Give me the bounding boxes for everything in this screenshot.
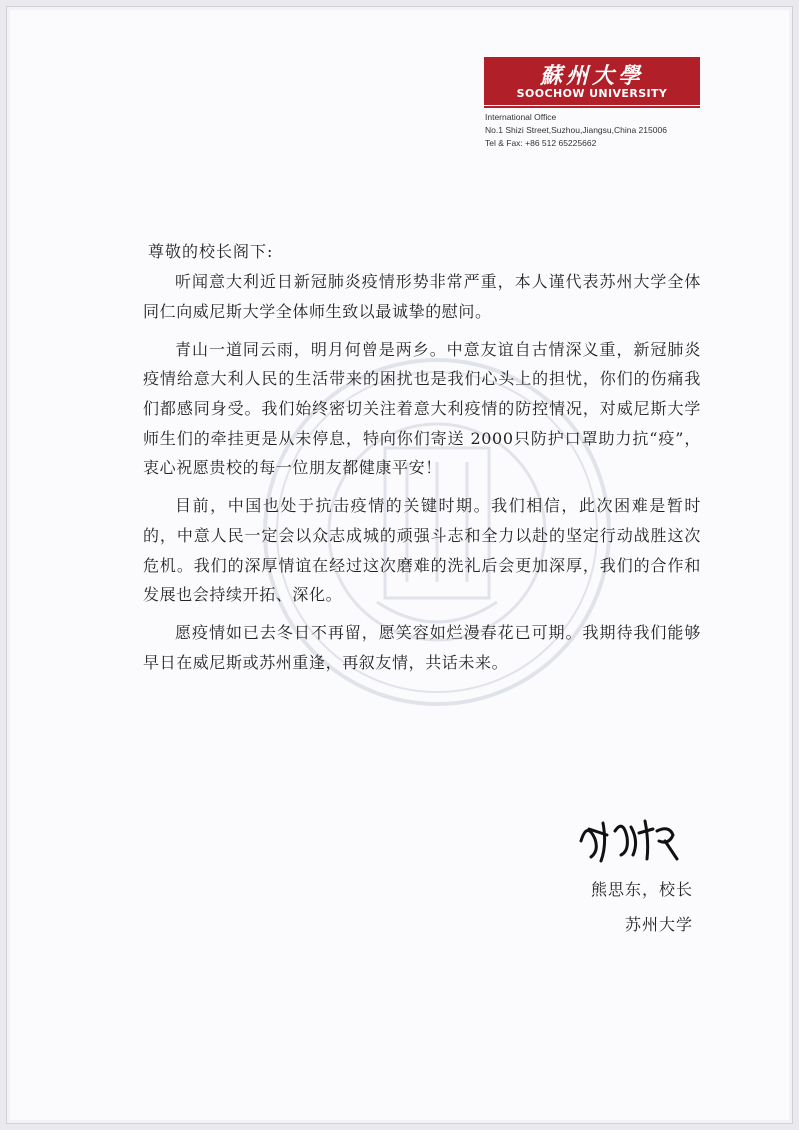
letter-page xyxy=(6,6,793,1124)
letter-body xyxy=(143,267,701,686)
paragraph-1: 听闻意大利近日新冠肺炎疫情形势非常严重，本人谨代表苏州大学全体同仁向威尼斯大学全体师生致以最诚挚的慰问。 xyxy=(143,272,701,321)
office-address: No.1 Shizi Street,Suzhou,Jiangsu,China 215006 xyxy=(485,125,667,135)
office-tel-fax: Tel & Fax: +86 512 65225662 xyxy=(485,138,597,148)
letterhead-banner xyxy=(484,57,700,105)
paragraph-3: 目前，中国也处于抗击疫情的关键时期。我们相信，此次困难是暂时的，中意人民一定会以众志成城的顽强斗志和全力以赴的坚定行动战胜这次危机。我们的深厚情谊在经过这次磨难的洗礼后会更加深厚，我们的合作和发展也会持续开拓、深化。 xyxy=(143,496,701,605)
letter-greeting: 尊敬的校长阁下: xyxy=(148,242,274,261)
signatory-organization: 苏州大学 xyxy=(624,915,693,934)
university-name-english: SOOCHOW UNIVERSITY xyxy=(516,87,668,100)
letterhead-contact xyxy=(485,111,667,150)
paragraph-4: 愿疫情如已去冬日不再留，愿笑容如烂漫春花已可期。我期待我们能够早日在威尼斯或苏州重逢，再叙友情，共话未来。 xyxy=(143,623,701,672)
letterhead-divider xyxy=(484,106,700,108)
signatory-name: 熊思东，校长 xyxy=(590,880,693,899)
paragraph-2: 青山一道同云雨，明月何曾是两乡。中意友谊自古情深义重，新冠肺炎疫情给意大利人民的生活带来的困扰也是我们心头上的担忧，你们的伤痛我们都感同身受。我们始终密切关注着意大利疫情的防控情况，对威尼斯大学师生们的牵挂更是从未停息，特向你们寄送 2000只防护口罩助力抗“疫”，衷心祝愿贵校的每一位朋友都健康平安！ xyxy=(143,339,701,478)
handwritten-signature xyxy=(573,811,693,867)
office-name: International Office xyxy=(485,112,557,122)
university-logo-chinese: 蘇州大學 xyxy=(539,63,644,89)
